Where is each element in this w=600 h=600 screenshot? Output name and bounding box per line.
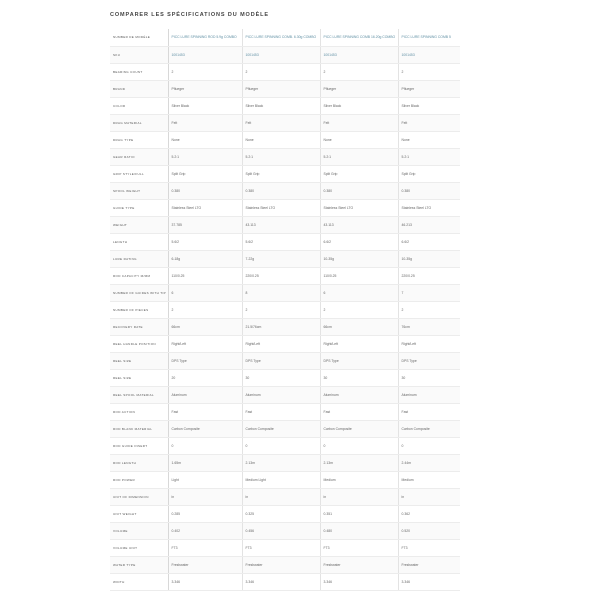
spec-value-cell: Right/Left	[398, 335, 460, 352]
spec-value-cell: 7-22g	[242, 250, 320, 267]
spec-value-cell: 1001453	[320, 46, 398, 63]
spec-value-cell: 220/0.25	[398, 267, 460, 284]
spec-label: NUMBER OF GUIDES WITH TIP	[110, 284, 168, 301]
spec-value-cell: 1.65m	[168, 454, 242, 471]
spec-value-cell: 2	[320, 301, 398, 318]
spec-value-cell: FT3	[242, 539, 320, 556]
spec-label: VOLUME	[110, 522, 168, 539]
spec-value-cell: 5.6/2	[168, 233, 242, 250]
table-row	[110, 131, 460, 148]
table-row	[110, 335, 460, 352]
model-name-cell[interactable]: PICC LURE SPINNING COMB 5	[398, 29, 460, 46]
spec-value-cell: 66cm	[320, 318, 398, 335]
spec-label: ROD LENGTH	[110, 454, 168, 471]
spec-value-cell: in	[320, 488, 398, 505]
spec-comparison-table[interactable]	[110, 29, 460, 599]
table-row	[110, 573, 460, 590]
table-row	[110, 165, 460, 182]
spec-value-cell: 0.351	[320, 505, 398, 522]
spec-value-cell: 43.113	[242, 216, 320, 233]
spec-value-cell: 2	[168, 63, 242, 80]
table-row	[110, 454, 460, 471]
spec-value-cell: Aluminum	[320, 386, 398, 403]
spec-value-cell: 2	[320, 63, 398, 80]
spec-value-cell: 0.380	[320, 182, 398, 199]
spec-value-cell: 6.6/2	[398, 233, 460, 250]
spec-value-cell: Carbon Composite	[320, 420, 398, 437]
spec-value-cell: Medium	[398, 471, 460, 488]
model-name-cell[interactable]: PICC LURE SPINNING COMB 16.20g COMBO	[320, 29, 398, 46]
spec-label: REEL SIZE	[110, 369, 168, 386]
table-row	[110, 233, 460, 250]
spec-value-cell: 0.380	[398, 182, 460, 199]
spec-value-cell: Felt	[168, 114, 242, 131]
spec-value-cell: 2	[168, 301, 242, 318]
spec-value-cell: 2	[398, 301, 460, 318]
spec-value-cell: 0.325	[242, 505, 320, 522]
spec-value-cell: Freshwater	[168, 556, 242, 573]
spec-value-cell: Freshwater	[242, 556, 320, 573]
spec-value-cell: 6-18g	[168, 250, 242, 267]
spec-value-cell: 5.2:1	[168, 148, 242, 165]
spec-label: UNIT WEIGHT	[110, 505, 168, 522]
spec-value-cell: Freshwater	[320, 556, 398, 573]
spec-value-cell: 5.2:1	[242, 148, 320, 165]
table-row	[110, 505, 460, 522]
spec-value-cell: Aluminum	[168, 386, 242, 403]
spec-value-cell: Carbon Composite	[398, 420, 460, 437]
spec-value-cell: 43.113	[320, 216, 398, 233]
table-row	[110, 250, 460, 267]
spec-value-cell: Pflueger	[242, 80, 320, 97]
spec-value-cell: 0.480	[320, 522, 398, 539]
spec-value-cell: 20	[168, 369, 242, 386]
spec-value-cell: 30	[398, 369, 460, 386]
spec-label: REEL SPOOL MATERIAL	[110, 386, 168, 403]
spec-value-cell: Split Grip	[320, 165, 398, 182]
spec-value-cell: 0.380	[168, 182, 242, 199]
spec-value-cell: 30	[242, 369, 320, 386]
spec-value-cell: 3.346	[168, 573, 242, 590]
spec-label: DRAG MATERIAL	[110, 114, 168, 131]
spec-value-cell: 220/0.25	[242, 267, 320, 284]
spec-value-cell: 5.2:1	[398, 148, 460, 165]
spec-label: ROD GUIDE INSERT	[110, 437, 168, 454]
table-row	[110, 46, 460, 63]
spec-label: ROD CAPACITY M/MM	[110, 267, 168, 284]
section-heading: COMPARER LES SPÉCIFICATIONS DU MODÈLE	[110, 12, 269, 18]
spec-value-cell: Carbon Composite	[168, 420, 242, 437]
spec-label: UNIT OF DIMENSION	[110, 488, 168, 505]
table-row	[110, 556, 460, 573]
table-row	[110, 97, 460, 114]
spec-label: ROD ACTION	[110, 403, 168, 420]
spec-label: GEAR RATIO	[110, 148, 168, 165]
table-row	[110, 301, 460, 318]
spec-label: SPOOL WEIGHT	[110, 182, 168, 199]
spec-value-cell: Stainless Steel LTO	[320, 199, 398, 216]
spec-value-cell: in	[398, 488, 460, 505]
spec-value-cell: 3.346	[320, 573, 398, 590]
table-row	[110, 267, 460, 284]
table-row	[110, 352, 460, 369]
spec-value-cell: 0	[242, 437, 320, 454]
spec-label: REEL HANDLE POSITION	[110, 335, 168, 352]
spec-value-cell: Pflueger	[320, 80, 398, 97]
spec-label: BEARING COUNT	[110, 63, 168, 80]
spec-value-cell: FT3	[320, 539, 398, 556]
table-row	[110, 114, 460, 131]
spec-value-cell: 2.44m	[398, 454, 460, 471]
spec-value-cell: 76cm	[398, 318, 460, 335]
table-row	[110, 318, 460, 335]
spec-value-cell: None	[320, 131, 398, 148]
spec-label: GRIP STYLE/FULL	[110, 165, 168, 182]
table-row	[110, 539, 460, 556]
table-row	[110, 420, 460, 437]
spec-value-cell: 7	[398, 284, 460, 301]
spec-value-cell: Medium	[320, 471, 398, 488]
spec-value-cell: Right/Left	[168, 335, 242, 352]
spec-value-cell: 10-35g	[398, 250, 460, 267]
spec-label: LURE RATING	[110, 250, 168, 267]
spec-value-cell: Medium Light	[242, 471, 320, 488]
spec-value-cell: Fast	[168, 403, 242, 420]
table-row	[110, 182, 460, 199]
spec-value-cell: 37.785	[168, 216, 242, 233]
table-row	[110, 471, 460, 488]
spec-value-cell: Silver Black	[320, 97, 398, 114]
spec-value-cell: 6	[320, 284, 398, 301]
spec-value-cell: None	[242, 131, 320, 148]
table-row	[110, 386, 460, 403]
spec-value-cell: Silver Black	[168, 97, 242, 114]
table-row	[110, 80, 460, 97]
spec-value-cell: None	[168, 131, 242, 148]
spec-label: SKU	[110, 46, 168, 63]
spec-value-cell: DPS Type	[398, 352, 460, 369]
spec-value-cell: Freshwater	[398, 556, 460, 573]
table-row	[110, 148, 460, 165]
spec-value-cell: 5.6/2	[242, 233, 320, 250]
spec-value-cell: 30	[320, 369, 398, 386]
spec-label: DRAG TYPE	[110, 131, 168, 148]
spec-value-cell: 2	[242, 63, 320, 80]
spec-label: LENGTH	[110, 233, 168, 250]
spec-label: RECOVERY RATE	[110, 318, 168, 335]
spec-value-cell: Fast	[320, 403, 398, 420]
table-row	[110, 437, 460, 454]
spec-value-cell: 5.2:1	[320, 148, 398, 165]
spec-value-cell: 3.346	[398, 573, 460, 590]
spec-value-cell: Felt	[242, 114, 320, 131]
spec-value-cell: Fast	[398, 403, 460, 420]
spec-value-cell: Aluminum	[398, 386, 460, 403]
spec-label: NUMBER OF PIECES	[110, 301, 168, 318]
spec-label: ROD BLANK MATERIAL	[110, 420, 168, 437]
spec-value-cell: 0	[320, 437, 398, 454]
spec-value-cell: Silver Black	[242, 97, 320, 114]
spec-value-cell: 6	[168, 284, 242, 301]
table-row	[110, 216, 460, 233]
spec-value-cell: Split Grip	[168, 165, 242, 182]
spec-value-cell: Aluminum	[242, 386, 320, 403]
spec-value-cell: Pflueger	[168, 80, 242, 97]
spec-value-cell: 2	[398, 63, 460, 80]
spec-label: GUIDE TYPE	[110, 199, 168, 216]
spec-value-cell: Right/Left	[320, 335, 398, 352]
spec-value-cell: 1001453	[398, 46, 460, 63]
spec-value-cell: Stainless Steel LTO	[398, 199, 460, 216]
spec-value-cell: 0	[398, 437, 460, 454]
spec-label: WIDTH	[110, 573, 168, 590]
spec-value-cell: FT3	[168, 539, 242, 556]
spec-label: NUMBER DE MODÈLE	[110, 29, 168, 46]
spec-value-cell: Split Grip	[242, 165, 320, 182]
spec-table	[110, 29, 460, 591]
spec-value-cell: Fast	[242, 403, 320, 420]
spec-value-cell: 8	[242, 284, 320, 301]
spec-value-cell: 0	[168, 437, 242, 454]
table-row	[110, 488, 460, 505]
spec-value-cell: 0.456	[242, 522, 320, 539]
spec-label: VOLUME UNIT	[110, 539, 168, 556]
spec-value-cell: 46.213	[398, 216, 460, 233]
table-row	[110, 199, 460, 216]
table-row	[110, 522, 460, 539]
spec-value-cell: Pflueger	[398, 80, 460, 97]
table-row	[110, 29, 460, 46]
spec-value-cell: 0.520	[398, 522, 460, 539]
spec-value-cell: 110/0.25	[320, 267, 398, 284]
spec-value-cell: 3.346	[242, 573, 320, 590]
spec-value-cell: 21.5/76cm	[242, 318, 320, 335]
spec-value-cell: Stainless Steel LTO	[242, 199, 320, 216]
spec-label: BRAND	[110, 80, 168, 97]
spec-value-cell: DPS Type	[168, 352, 242, 369]
spec-value-cell: in	[168, 488, 242, 505]
spec-value-cell: DPS Type	[242, 352, 320, 369]
table-row	[110, 284, 460, 301]
spec-value-cell: 0.380	[242, 182, 320, 199]
spec-value-cell: Silver Black	[398, 97, 460, 114]
spec-value-cell: 2.13m	[242, 454, 320, 471]
table-row	[110, 63, 460, 80]
spec-value-cell: Light	[168, 471, 242, 488]
spec-value-cell: Split Grip	[398, 165, 460, 182]
spec-value-cell: 0.362	[398, 505, 460, 522]
model-name-cell[interactable]: PICC LURE SPINNING ROD 5.9g COMBO	[168, 29, 242, 46]
spec-label: WATER TYPE	[110, 556, 168, 573]
spec-value-cell: Right/Left	[242, 335, 320, 352]
spec-label: WEIGHT	[110, 216, 168, 233]
model-name-cell[interactable]: PICC LURE SPINNING COMB. 6.30g COMBO	[242, 29, 320, 46]
table-row	[110, 369, 460, 386]
spec-value-cell: Stainless Steel LTO	[168, 199, 242, 216]
spec-value-cell: 66cm	[168, 318, 242, 335]
spec-value-cell: Felt	[320, 114, 398, 131]
spec-label: REEL SIZE	[110, 352, 168, 369]
spec-value-cell: 2	[242, 301, 320, 318]
spec-value-cell: DPS Type	[320, 352, 398, 369]
spec-value-cell: 0.285	[168, 505, 242, 522]
spec-value-cell: None	[398, 131, 460, 148]
spec-value-cell: 2.13m	[320, 454, 398, 471]
spec-value-cell: FT3	[398, 539, 460, 556]
spec-value-cell: 10-35g	[320, 250, 398, 267]
spec-value-cell: Carbon Composite	[242, 420, 320, 437]
spec-value-cell: 110/0.25	[168, 267, 242, 284]
spec-value-cell: in	[242, 488, 320, 505]
spec-label: ROD POWER	[110, 471, 168, 488]
spec-value-cell: 0.402	[168, 522, 242, 539]
table-row	[110, 403, 460, 420]
spec-value-cell: 1001453	[168, 46, 242, 63]
spec-value-cell: Felt	[398, 114, 460, 131]
spec-label: COLOR	[110, 97, 168, 114]
spec-value-cell: 1001453	[242, 46, 320, 63]
spec-value-cell: 6.6/2	[320, 233, 398, 250]
